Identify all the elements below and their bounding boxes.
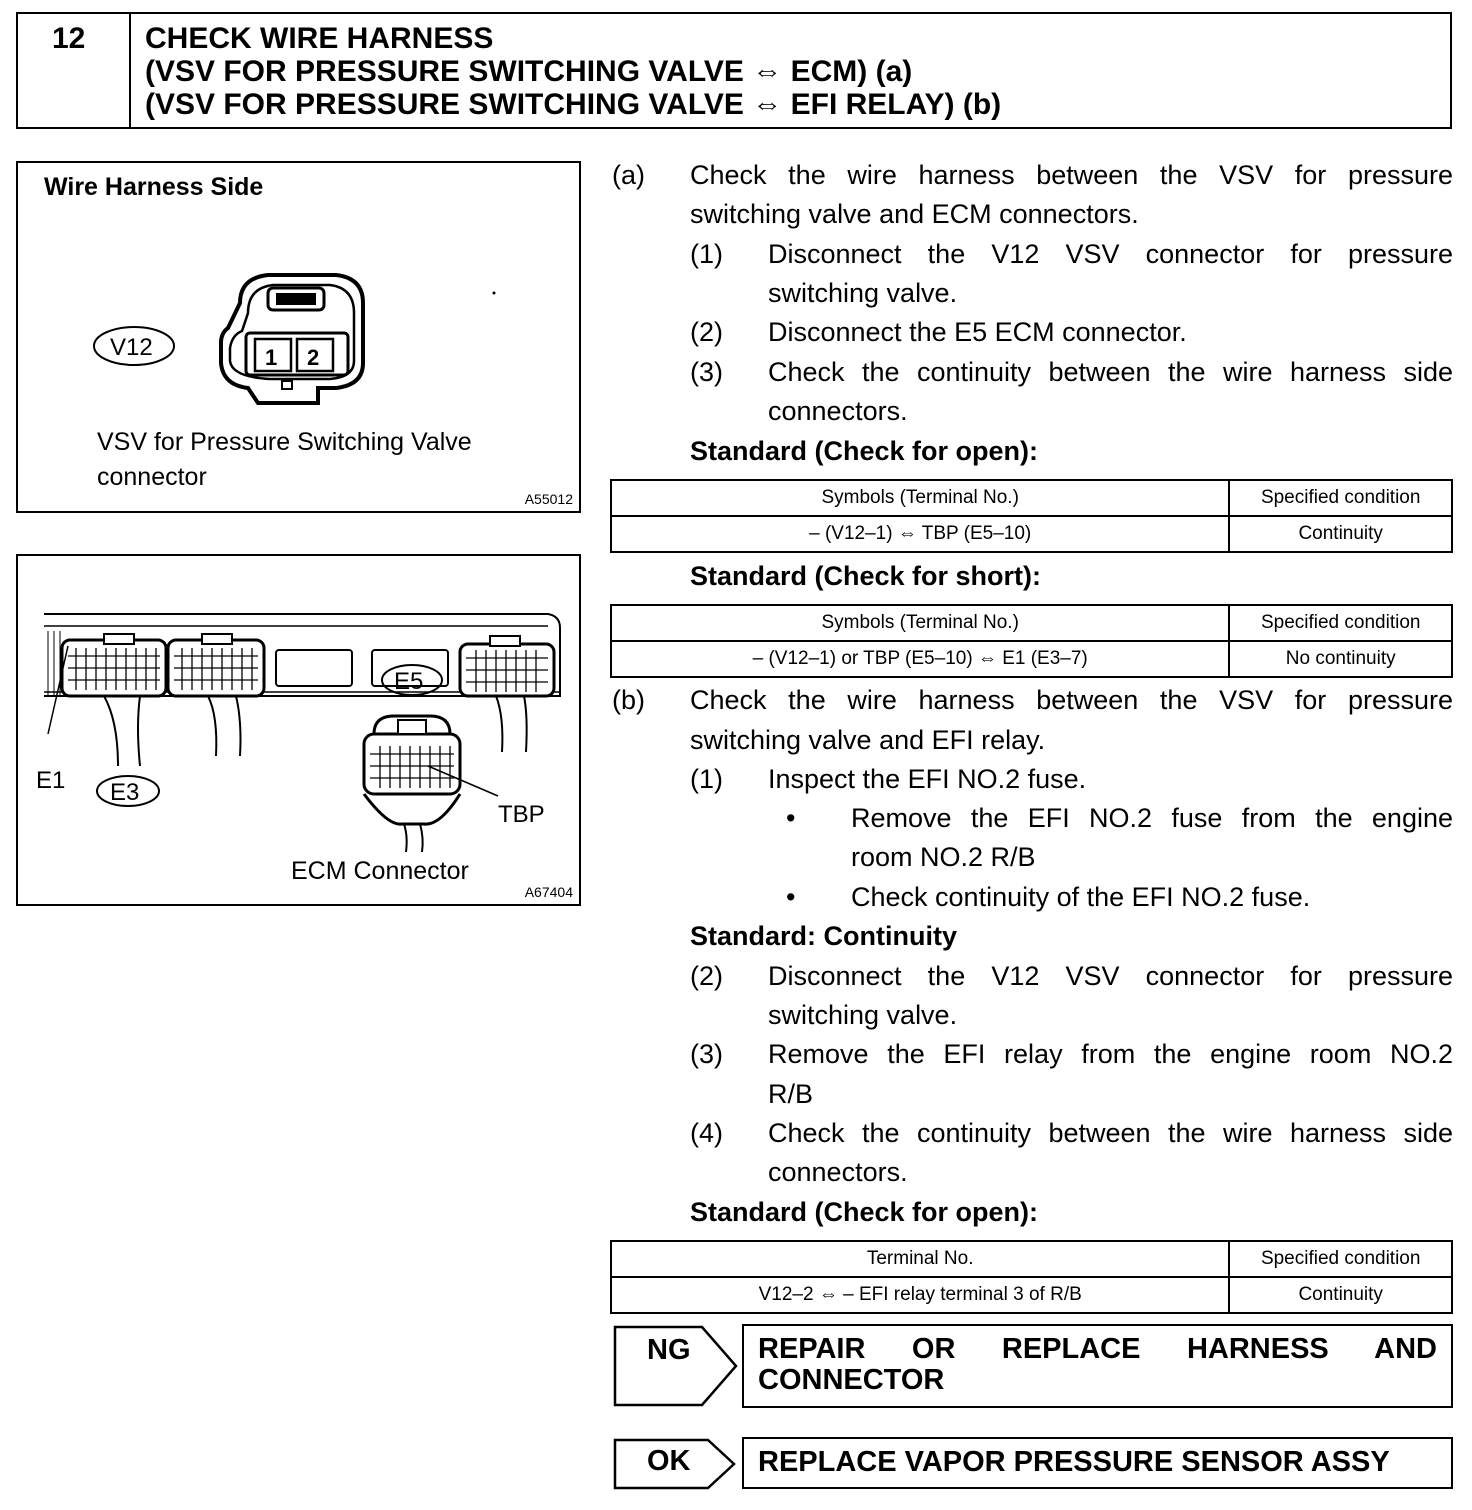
- step-a3-num: (3): [690, 357, 723, 387]
- table-cell: – (V12–1) or TBP (E5–10) ⇔ E1 (E3–7): [611, 641, 1229, 677]
- ok-result-text: REPLACE VAPOR PRESSURE SENSOR ASSY: [758, 1446, 1390, 1478]
- table-short-a: [610, 604, 1453, 678]
- title-line-1: CHECK WIRE HARNESS: [145, 22, 494, 55]
- figure-vsv-connector: [16, 161, 581, 513]
- step-b3-line-2: R/B: [768, 1079, 814, 1109]
- step-b4-line-1: Check the continuity between the wire harness side: [768, 1118, 1453, 1148]
- bullet-1-line-1: Remove the EFI NO.2 fuse from the engine: [851, 803, 1453, 833]
- ng-result-line-1: REPAIR OR REPLACE HARNESS AND: [758, 1333, 1437, 1365]
- e3-label: E3: [110, 779, 140, 806]
- table-header-terminal: Terminal No.: [611, 1241, 1229, 1277]
- table-open-b: [610, 1240, 1453, 1314]
- bullet-1-line-2: room NO.2 R/B: [851, 842, 1036, 872]
- step-b2-line-2: switching valve.: [768, 1000, 958, 1030]
- ok-result-box: [742, 1437, 1453, 1489]
- step-b3-num: (3): [690, 1039, 723, 1069]
- e5-label: E5: [394, 668, 424, 695]
- ecm-connector-drawing: [18, 556, 579, 904]
- step-b1-line: Inspect the EFI NO.2 fuse.: [768, 764, 1087, 794]
- table-header-condition: Specified condition: [1229, 480, 1452, 516]
- caption-line-2: connector: [97, 463, 207, 491]
- ng-result-box: [742, 1324, 1453, 1408]
- table-header-condition: Specified condition: [1229, 605, 1452, 641]
- figure2-code: A67404: [524, 884, 573, 900]
- step-a2-line-1: Disconnect the E5 ECM connector.: [768, 317, 1187, 347]
- connector-id-label: V12: [110, 334, 153, 361]
- bullet-icon: •: [786, 803, 796, 833]
- step-a3-line-1: Check the continuity between the wire harness side: [768, 357, 1453, 387]
- tbp-label: TBP: [498, 801, 545, 828]
- step-b4-num: (4): [690, 1118, 723, 1148]
- table-header-condition: Specified condition: [1229, 1241, 1452, 1277]
- figure-heading: Wire Harness Side: [44, 173, 264, 201]
- figure-code: A55012: [524, 491, 573, 507]
- table-header-symbols: Symbols (Terminal No.): [611, 480, 1229, 516]
- table-cell: Continuity: [1229, 1277, 1452, 1313]
- step-a3-line-2: connectors.: [768, 396, 908, 426]
- standard-short-a: Standard (Check for short):: [690, 561, 1042, 591]
- step-b2-line-1: Disconnect the V12 VSV connector for pressure: [768, 961, 1453, 991]
- title-line-3: (VSV FOR PRESSURE SWITCHING VALVE ⇔ EFI RELAY) (b): [145, 88, 1002, 121]
- step-number: 12: [18, 14, 131, 127]
- step-b4-line-2: connectors.: [768, 1157, 908, 1187]
- section-b-line-1: Check the wire harness between the VSV for pressure: [690, 685, 1453, 715]
- title-line-2: (VSV FOR PRESSURE SWITCHING VALVE ⇔ ECM) (a): [145, 55, 913, 88]
- figure-ecm-connector: [16, 554, 581, 906]
- step-a1-line-1: Disconnect the V12 VSV connector for pressure: [768, 239, 1453, 269]
- figure2-caption: ECM Connector: [291, 857, 469, 885]
- caption-line-1: VSV for Pressure Switching Valve: [97, 428, 472, 456]
- section-b-label: (b): [612, 685, 645, 715]
- ng-result-line-2: CONNECTOR: [758, 1364, 945, 1396]
- standard-open-b: Standard (Check for open):: [690, 1197, 1039, 1227]
- table-header-symbols: Symbols (Terminal No.): [611, 605, 1229, 641]
- step-title: [145, 22, 1001, 121]
- table-cell: Continuity: [1229, 516, 1452, 552]
- table-cell: No continuity: [1229, 641, 1452, 677]
- bullet-icon: •: [786, 882, 796, 912]
- table-open-a: [610, 479, 1453, 553]
- standard-continuity-b: Standard: Continuity: [690, 921, 957, 951]
- section-a-label: (a): [612, 160, 645, 190]
- step-a1-line-2: switching valve.: [768, 278, 958, 308]
- ng-label: NG: [647, 1334, 691, 1366]
- table-cell: V12–2 ⇔ – EFI relay terminal 3 of R/B: [611, 1277, 1229, 1313]
- step-a1-num: (1): [690, 239, 723, 269]
- section-b-line-2: switching valve and EFI relay.: [690, 725, 1046, 755]
- table-cell: – (V12–1) ⇔ TBP (E5–10): [611, 516, 1229, 552]
- figure-caption: [97, 425, 472, 495]
- standard-open-a: Standard (Check for open):: [690, 436, 1039, 466]
- step-b3-line-1: Remove the EFI relay from the engine room NO.2: [768, 1039, 1453, 1069]
- step-b2-num: (2): [690, 961, 723, 991]
- step-a2-num: (2): [690, 317, 723, 347]
- bullet-2-line-1: Check continuity of the EFI NO.2 fuse.: [851, 882, 1311, 912]
- step-b1-num: (1): [690, 764, 723, 794]
- pin-2-label: 2: [307, 345, 320, 370]
- pin-1-label: 1: [265, 345, 278, 370]
- section-a-line-2: switching valve and ECM connectors.: [690, 199, 1139, 229]
- ok-label: OK: [647, 1445, 691, 1477]
- step-header: [16, 12, 1452, 129]
- section-a-line-1: Check the wire harness between the VSV for pressure: [690, 160, 1453, 190]
- e1-label: E1: [36, 767, 66, 794]
